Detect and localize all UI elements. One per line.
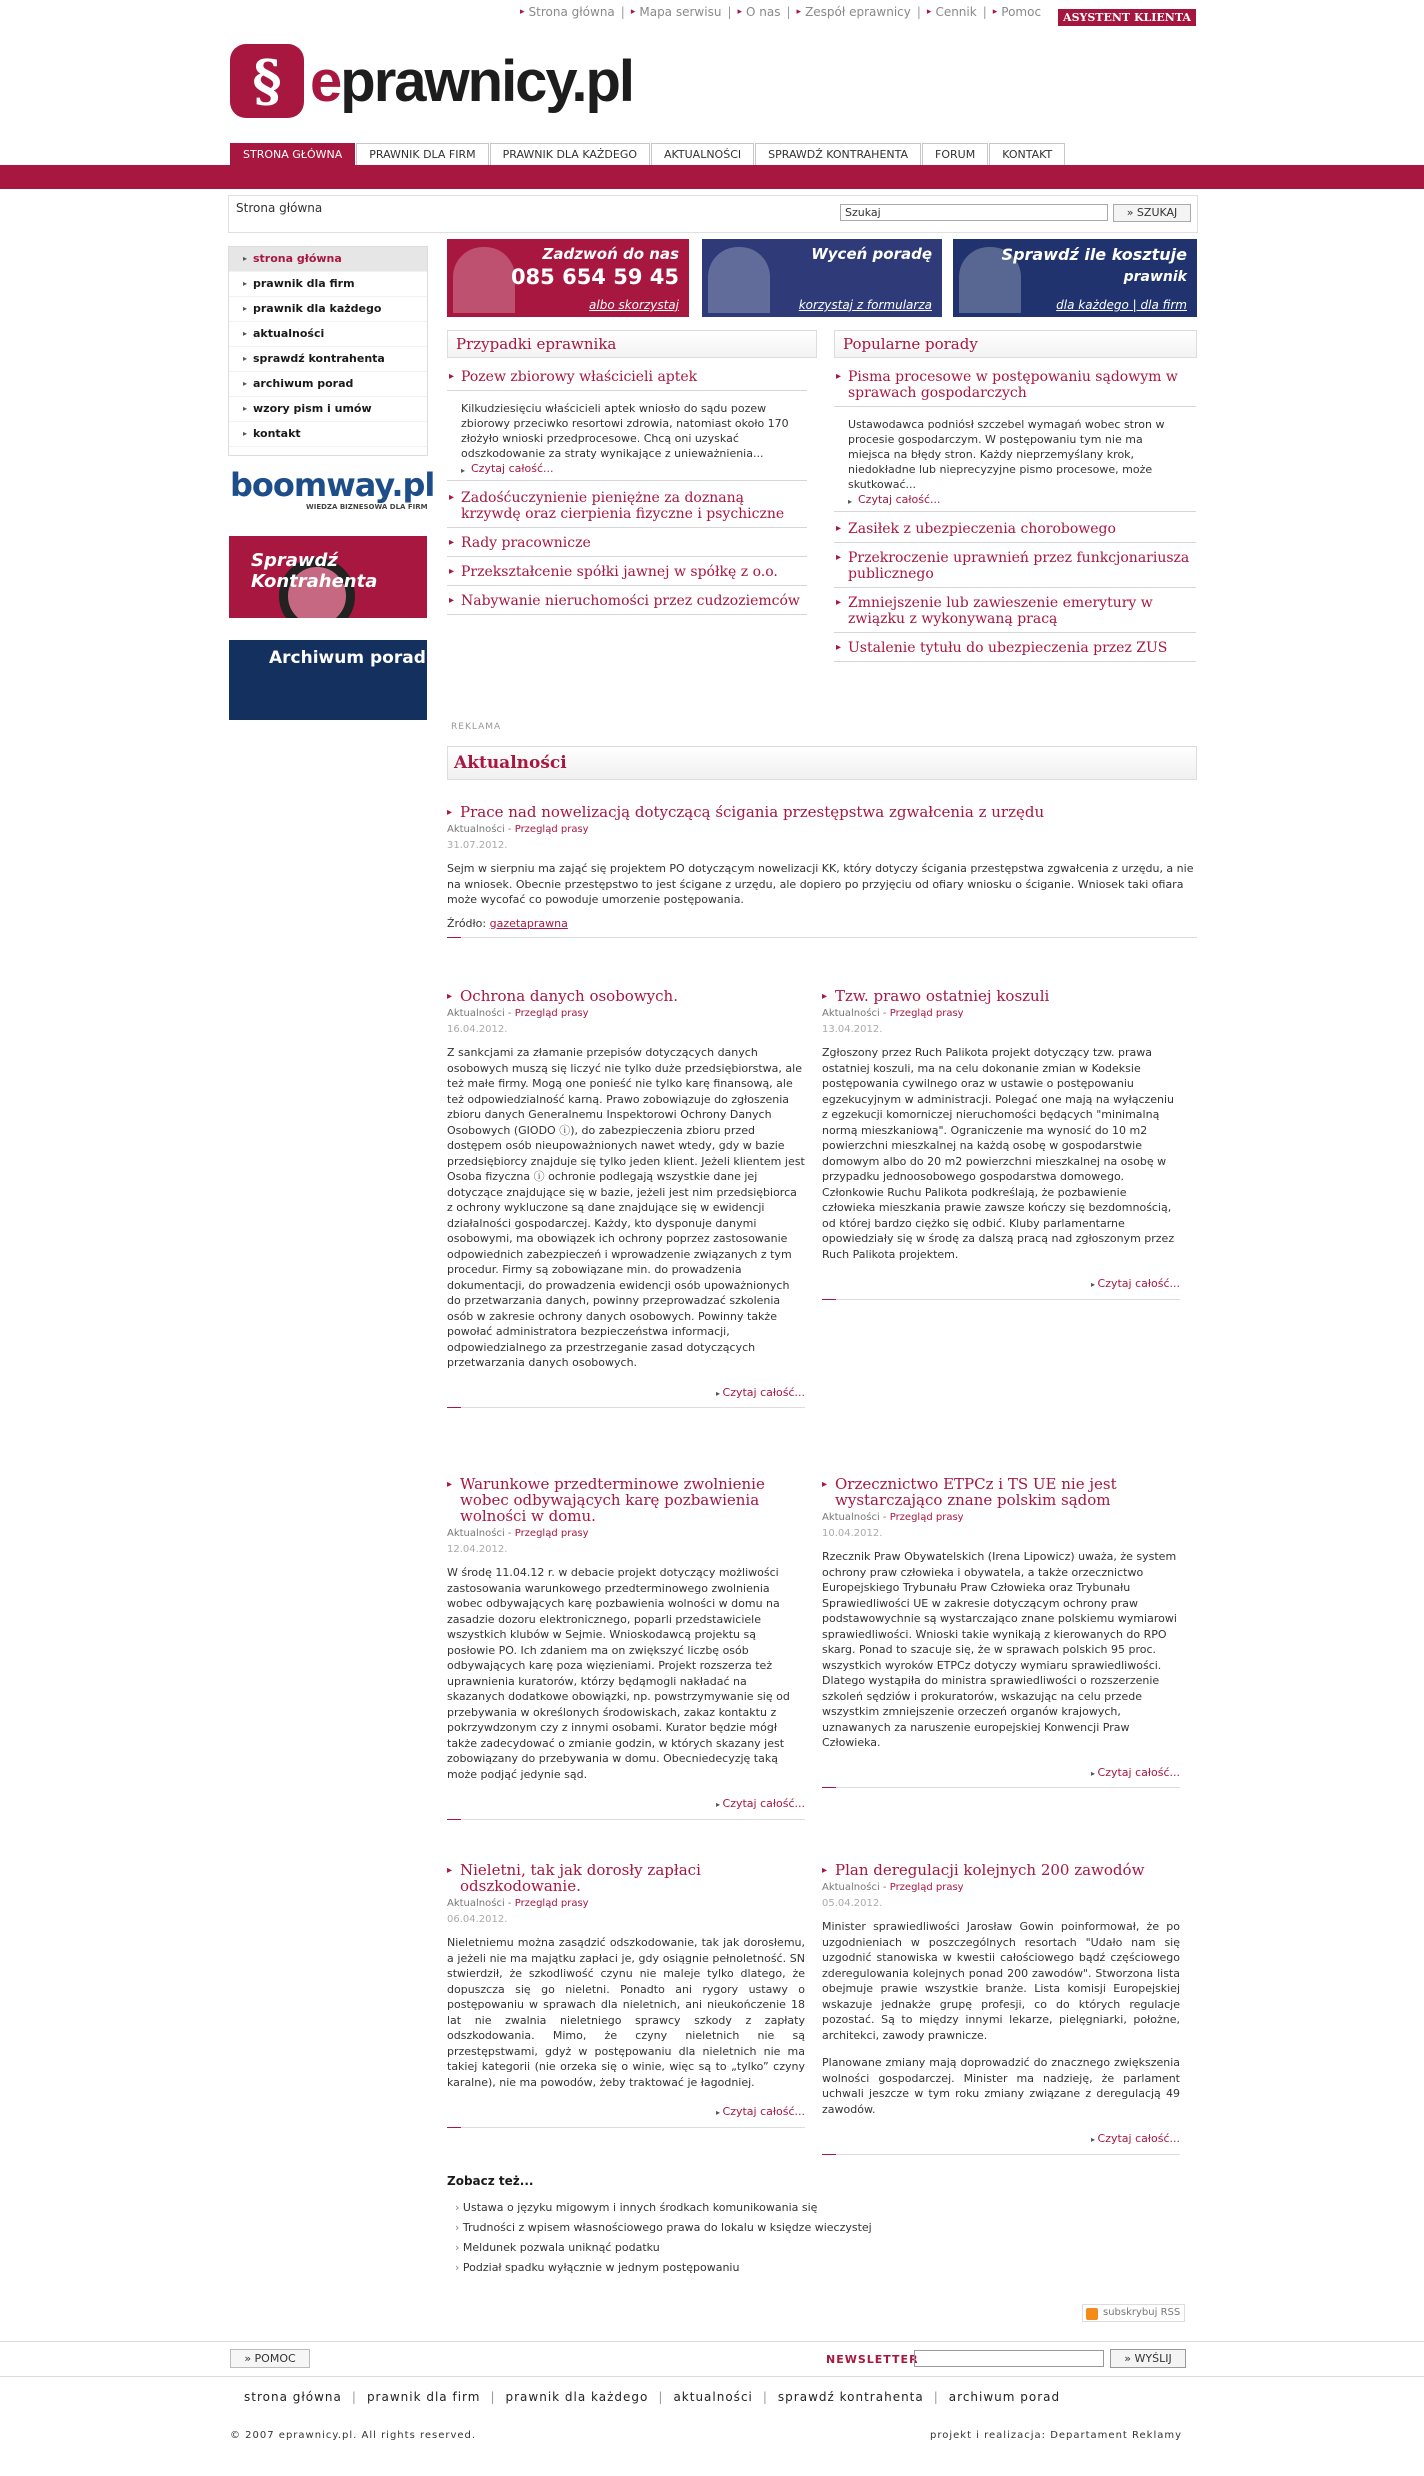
article-card: ▸ Orzecznictwo ETPCz i TS UE nie jest wystarczająco znane polskim sądom Aktualności - Przegląd prasy 10.04.2012. Rzecznik Praw Obywatelskich (Irena Lipowicz) uważa, że system ochrony praw człowieka i obywatela, a także orzecznictwo Europejskiego Trybunału Praw Człowieka oraz Trybunału Sprawiedliwości UE w zakresie dotyczącym ochrony praw podstawowychnie są wystarczająco znane polskiemu wymiarowi sprawiedliwości. Wnioski takie wynikają z kierowanych do RPO skarg. Ponad to szacuje się, że w sprawach polskich 95 proc. wszystkich wyroków ETPCz dotyczy wymiaru sprawiedliwości. Dlatego wystąpiła do ministra sprawiedliwości o rozszerzenie szkoleń sędziów i prokuratorów, wskazując na celu przede wszystkim zmniejszenie orzeczeń organów krajowych, uznawanych za naruszenie europejskiej Konwencji Praw Człowieka. ▸ Czytaj całość... — [822, 1476, 1180, 1788]
zobacz-tez-heading: Zobacz też... — [447, 2174, 534, 2188]
nav-tab-sprawdz-kontrahenta[interactable]: SPRAWDŹ KONTRAHENTA — [755, 143, 921, 166]
sidebar-item-kontakt[interactable]: ▸ kontakt — [229, 422, 427, 447]
article-title[interactable]: ▸ Plan deregulacji kolejnych 200 zawodów — [822, 1862, 1180, 1878]
top-link-pomoc[interactable]: ▸ Pomoc — [992, 5, 1042, 19]
nav-tab-prawnik-dla-firm[interactable]: PRAWNIK DLA FIRM — [356, 143, 488, 166]
list-item[interactable]: ▸ Rady pracownicze — [447, 532, 807, 557]
breadcrumb: Strona główna — [236, 201, 323, 215]
arrow-icon: ▸ — [630, 7, 636, 17]
pomoc-button[interactable]: » POMOC — [230, 2349, 310, 2368]
footer-link[interactable]: aktualności — [673, 2390, 753, 2404]
list-item[interactable]: ▸ Zmniejszenie lub zawieszenie emerytury w związku z wykonywaną pracą — [834, 592, 1196, 633]
footer-navigation: strona główna | prawnik dla firm | prawnik dla każdego | aktualności | sprawdź kontrahenta | archiwum porad — [244, 2390, 1061, 2404]
article-card: ▸ Warunkowe przedterminowe zwolnienie wobec odbywających karę pozbawienia wolności w domu. Aktualności - Przegląd prasy 12.04.2012. W środę 11.04.12 r. w debacie projekt dotyczący możliwości zastosowania warunkowego przedterminowego zwolnienia wobec odbywających karę pozbawienia wolności w domu na zasadzie dozoru elektronicznego, poparli przedstawiciele wszystkich klubów w Sejmie. Wnioskodawcą projektu są posłowie PO. Ich zdaniem ma on zwiększyć liczbę osób odbywających karę poza więzieniami. Projekt rozszerza też uprawnienia kuratorów, którzy będąmogli nakładać na skazanych dodatkowe obowiązki, np. powstrzymywanie się od przebywania w określonych środowiskach, zakaz kontaktu z pokrzywdzonym czy z innymi osobami. Kurator będzie mógł także zadecydować o zmianie godzin, w których skazany jest zobowiązany do przebywania w domu. Obecniedecyzję taką może podjąć jedynie sąd. ▸ Czytaj całość... — [447, 1476, 805, 1820]
sidebar-item-aktualnosci[interactable]: ▸ aktualności — [229, 322, 427, 347]
top-link-strona-glowna[interactable]: ▸ Strona główna — [520, 5, 615, 19]
boomway-tagline: WIEDZA BIZNESOWA DLA FIRM — [306, 503, 428, 511]
article-card: ▸ Nieletni, tak jak dorosły zapłaci odszkodowanie. Aktualności - Przegląd prasy 06.04.2012. Nieletniemu można zasądzić odszkodowanie, tak jak dorosłemu, a jeżeli nie ma majątku zapłaci je, gdy osiągnie pełnoletność. SN stwierdził, że szkodliwość czynu nie maleje tylko dlatego, że dopuszcza się go nieletni. Ponadto ani rygory ustawy o postępowaniu w sprawach dla nieletnich, ani nieukończenie 18 lat nie zwalnia nieletniego sprawcy szkody z zapłaty odszkodowania. Mimo, że czyny nieletnich nie są przestępstwami, gdyż w postępowaniu dla nieletnich nie ma takiej kategorii (nie orzeka się o winie, więc są to „tylko” czyny karalne), nie ma powodów, żeby traktować je łagodniej. ▸ Czytaj całość... — [447, 1862, 805, 2128]
read-more-link[interactable]: ▸ Czytaj całość... — [447, 1385, 805, 1402]
read-more-link[interactable]: ▸ Czytaj całość... — [822, 2131, 1180, 2148]
footer-link[interactable]: archiwum porad — [948, 2390, 1061, 2404]
list-item[interactable]: ▸ Ustalenie tytułu do ubezpieczenia przez ZUS — [834, 637, 1196, 662]
article-card: ▸ Plan deregulacji kolejnych 200 zawodów Aktualności - Przegląd prasy 05.04.2012. Minister sprawiedliwości Jarosław Gowin poinformował, że po uzgodnieniach w poszczególnych resortach "Udało nam się uzgodnić stanowiska w kwestii całościowego bądź częściowego zderegulowania kolejnych ponad 200 zawodów". Stworzona lista obejmuje prawie wszystkie branże. Lista komisji Europejskiej wskazuje jednakże grupę profesji, co do których regulacje pozostać. Są to między innymi lekarze, pielęgniarki, położne, architekci, zawody prawnicze. Planowane zmiany mają doprowadzić do znacznego zwiększenia wolności gospodarczej. Minister ma nadzieję, że parlament uchwali jeszcze w tym roku zmiany związane z deregulacją 49 zawodów. ▸ Czytaj całość... — [822, 1862, 1180, 2155]
sidebar-item-sprawdz-kontrahenta[interactable]: ▸ sprawdź kontrahenta — [229, 347, 427, 372]
footer-bar — [0, 2341, 1424, 2377]
call-us-banner[interactable]: Zadzwoń do nas 085 654 59 45 albo skorzystaj — [447, 239, 689, 317]
read-more-link[interactable]: ▸ Czytaj całość... — [447, 1796, 805, 1813]
writing-hand-icon — [708, 247, 770, 313]
zobacz-tez-list — [455, 2198, 872, 2278]
header-color-bar — [0, 165, 1424, 189]
related-link[interactable]: › Meldunek pozwala uniknąć podatku — [455, 2238, 872, 2258]
list-item[interactable]: ▸ Pozew zbiorowy właścicieli aptek — [447, 366, 807, 391]
read-more-link[interactable]: ▸ Czytaj całość... — [822, 1276, 1180, 1293]
category-link[interactable]: Przegląd prasy — [514, 1528, 589, 1539]
list-item[interactable]: ▸ Przekroczenie uprawnień przez funkcjonariusza publicznego — [834, 547, 1196, 588]
porada-summary: Ustawodawca podniósł szczebel wymagań wobec stron w procesie gospodarczym. W postępowaniu tym nie ma miejsca na błędy stron. Każdy nieprzemyślany krok, niedokładne lub nieprecyzyjne pismo procesowe, może skutkować... ▸ Czytaj całość... — [834, 411, 1196, 512]
category-link[interactable]: Przegląd prasy — [889, 1512, 964, 1523]
paragraph-logo-icon: § — [230, 44, 304, 118]
list-item[interactable]: ▸ Przekształcenie spółki jawnej w spółkę z o.o. — [447, 561, 807, 586]
sidebar-item-wzory-pism[interactable]: ▸ wzory pism i umów — [229, 397, 427, 422]
top-link-zespol[interactable]: ▸ Zespół eprawnicy — [796, 5, 911, 19]
category-link[interactable]: Przegląd prasy — [514, 1898, 589, 1909]
sidebar-item-strona-glowna[interactable]: ▸ strona główna — [229, 247, 427, 272]
article-card: ▸ Ochrona danych osobowych. Aktualności - Przegląd prasy 16.04.2012. Z sankcjami za złamanie przepisów dotyczących danych osobowych muszą się liczyć nie tylko duże przedsiębiorstwa, ale też małe firmy. Mogą one ponieść nie tylko karę finansową, ale też odpowiedzialność karną. Prawo zobowiązuje do zgłoszenia zbioru danych Generalnemu Inspektorowi Ochrony Danych Osobowych (GIODO ⓘ), do zabezpieczenia zbioru przed dostępem osób nieupoważnionych nawet wtedy, gdy w bazie przedsiębiorcy znajduje się tylko jeden klient. Jeżeli klientem jest Osoba fizyczna ⓘ ochronie podlegają wszystkie dane jej dotyczące znajdujące się w bazie, jeżeli jest nim przedsiębiorca z ochrony wykluczone są dane znajdujące się w ewidencji działalności gospodarczej. Każdy, kto dysponuje danymi osobowymi, ma obowiązek ich ochrony poprzez zastosowanie odpowiednich zabezpieczeń i wprowadzenie związanych z tym procedur. Firmy są zobowiązane min. do prowadzenia dokumentacji, do prowadzenia ewidencji osób upoważnionych do przetwarzania danych, powinny przeprowadzać szkolenia osób w zakresie ochrony danych osobowych. Powinny także powołać administratora bezpieczeństwa informacji, odpowiedzialnego za przestrzeganie zasad dotyczących przetwarzania danych osobowych. ▸ Czytaj całość... — [447, 988, 805, 1408]
article-title[interactable]: ▸ Orzecznictwo ETPCz i TS UE nie jest wystarczająco znane polskim sądom — [822, 1476, 1180, 1508]
popularne-header: Popularne porady — [834, 330, 1197, 358]
article-title[interactable]: ▸ Ochrona danych osobowych. — [447, 988, 805, 1004]
boomway-logo[interactable]: boomway.pl — [230, 466, 435, 504]
woman-photo-icon — [453, 247, 515, 313]
source-link[interactable]: gazetaprawna — [489, 916, 568, 930]
article-title[interactable]: ▸ Warunkowe przedterminowe zwolnienie wobec odbywających karę pozbawienia wolności w domu. — [447, 1476, 805, 1524]
read-more-link[interactable]: ▸ Czytaj całość... — [447, 2104, 805, 2121]
ad-label: REKLAMA — [451, 722, 502, 732]
nav-tab-strona-glowna[interactable]: STRONA GŁÓWNA — [230, 143, 355, 166]
arrow-icon: ▸ — [926, 7, 932, 17]
footer-link[interactable]: prawnik dla każdego — [505, 2390, 649, 2404]
rss-subscribe-button[interactable]: subskrybuj RSS — [1082, 2304, 1185, 2322]
top-link-cennik[interactable]: ▸ Cennik — [926, 5, 977, 19]
sprawdz-kontrahenta-banner[interactable]: Sprawdź Kontrahenta — [229, 536, 427, 618]
nav-tab-forum[interactable]: FORUM — [922, 143, 988, 166]
list-item[interactable]: ▸ Pisma procesowe w postępowaniu sądowym w sprawach gospodarczych — [834, 366, 1196, 407]
read-more-link[interactable]: ▸ Czytaj całość... — [461, 462, 553, 475]
footer-link[interactable]: sprawdź kontrahenta — [777, 2390, 924, 2404]
top-link-mapa-serwisu[interactable]: ▸ Mapa serwisu — [630, 5, 722, 19]
article-card: ▸ Tzw. prawo ostatniej koszuli Aktualności - Przegląd prasy 13.04.2012. Zgłoszony przez Ruch Palikota projekt dotyczący tzw. prawa ostatniej koszuli, ma na celu dokonanie zmian w Kodeksie postępowania cywilnego oraz w ustawie o postępowaniu egzekucyjnym w administracji. Polegać one mają na wyłączeniu z egzekucji komorniczej nieruchomości będących "minimalną normą mieszkaniową". Ograniczenie ma wynosić do 10 m2 powierzchni mieszkalnej na każdą osobę w gospodarstwie domowym albo do 20 m2 powierzchni mieszkalnej na osobę w przypadku jednoosobowego gospodarstwa domowego. Członkowie Ruchu Palikota podkreślają, że pozbawienie człowieka mieszkania prawie zawsze kończy się bezdomnością, od której bardzo ciężko się odbić. Kluby parlamentarne opowiedziały się w środę za dalszą pracą nad zgłoszonym przez Ruch Palikota projektem. ▸ Czytaj całość... — [822, 988, 1180, 1300]
sidebar-item-prawnik-dla-firm[interactable]: ▸ prawnik dla firm — [229, 272, 427, 297]
search-button[interactable]: » SZUKAJ — [1113, 204, 1191, 222]
archiwum-porad-banner[interactable]: Archiwum porad — [229, 640, 427, 720]
related-link[interactable]: › Trudności z wpisem własnościowego prawa do lokalu w księdze wieczystej — [455, 2218, 872, 2238]
category-link[interactable]: Przegląd prasy — [514, 1008, 589, 1019]
sidebar-menu — [228, 246, 428, 456]
nav-tab-prawnik-dla-kazdego[interactable]: PRAWNIK DLA KAŻDEGO — [490, 143, 650, 166]
article-title[interactable]: ▸ Nieletni, tak jak dorosły zapłaci odszkodowanie. — [447, 1862, 805, 1894]
przypadek-summary: Kilkudziesięciu właścicieli aptek wniosło do sądu pozew zbiorowy przeciwko resortowi zdrowia, natomiast około 170 złożyło wnioski przedprocesowe. Chcą oni uzyskać odszkodowanie za straty wynikające z unieważnienia... ▸ Czytaj całość... — [447, 395, 807, 481]
copyright: © 2007 eprawnicy.pl. All rights reserved. — [230, 2430, 477, 2441]
main-article: ▸ Prace nad nowelizacją dotyczącą ścigania przestępstwa zgwałcenia z urzędu Aktualności - Przegląd prasy 31.07.2012. Sejm w sierpniu ma zająć się projektem PO dotyczącym nowelizacji KK, który dotyczy ścigania przestępstwa zgwałcenia z urzędu, a nie na wniosek. Obecnie przestępstwo to jest ścigane z urzędu, ale dopiero po przyjęciu od ofiary wniosku o ściganie. Wniosek taki ofiara może wycofać co powoduje umorzenie postępowania. Źródło: gazetaprawna — [447, 804, 1197, 938]
przypadki-header: Przypadki eprawnika — [447, 330, 817, 358]
category-link[interactable]: Przegląd prasy — [514, 824, 589, 835]
nav-tab-aktualnosci[interactable]: AKTUALNOŚCI — [651, 143, 754, 166]
related-link[interactable]: › Podział spadku wyłącznie w jednym postępowaniu — [455, 2258, 872, 2278]
article-title[interactable]: ▸ Prace nad nowelizacją dotyczącą ścigania przestępstwa zgwałcenia z urzędu — [447, 804, 1197, 820]
arrow-icon: ▸ — [520, 7, 525, 17]
newsletter-label: NEWSLETTER — [826, 2353, 919, 2366]
cennik-banner[interactable]: Sprawdź ile kosztuje prawnik dla każdego | dla firm — [953, 239, 1197, 317]
przypadki-list — [447, 366, 807, 619]
list-item[interactable]: ▸ Zadośćuczynienie pieniężne za doznaną krzywdę oraz cierpienia fizyczne i psychiczne — [447, 487, 807, 528]
arrow-icon: ▸ — [737, 7, 743, 17]
search-input[interactable]: Szukaj — [840, 204, 1108, 221]
top-link-o-nas[interactable]: ▸ O nas — [737, 5, 781, 19]
asystent-klienta-button[interactable]: ASYSTENT KLIENTA — [1058, 9, 1196, 26]
arrow-icon: ▸ — [796, 7, 802, 17]
footer-link[interactable]: strona główna — [244, 2390, 342, 2404]
sidebar-item-prawnik-dla-kazdego[interactable]: ▸ prawnik dla każdego — [229, 297, 427, 322]
arrow-icon: ▸ — [992, 7, 998, 17]
nav-tab-kontakt[interactable]: KONTAKT — [989, 143, 1065, 166]
category-link[interactable]: Przegląd prasy — [889, 1882, 964, 1893]
top-navigation: ▸ Strona główna | ▸ Mapa serwisu | ▸ O nas | ▸ Zespół eprawnicy | ▸ Cennik | ▸ Pomoc — [520, 5, 1042, 19]
read-more-link[interactable]: ▸ Czytaj całość... — [848, 493, 940, 506]
list-item[interactable]: ▸ Zasiłek z ubezpieczenia chorobowego — [834, 518, 1196, 543]
category-link[interactable]: Przegląd prasy — [889, 1008, 964, 1019]
list-item[interactable]: ▸ Nabywanie nieruchomości przez cudzoziemców — [447, 590, 807, 615]
newsletter-send-button[interactable]: » WYŚLIJ — [1110, 2349, 1186, 2368]
footer-link[interactable]: prawnik dla firm — [366, 2390, 481, 2404]
aktualnosci-header: Aktualności — [447, 746, 1197, 780]
read-more-link[interactable]: ▸ Czytaj całość... — [822, 1765, 1180, 1782]
sidebar-item-archiwum-porad[interactable]: ▸ archiwum porad — [229, 372, 427, 397]
wycen-porade-banner[interactable]: Wyceń poradę korzystaj z formularza — [702, 239, 942, 317]
newsletter-email-input[interactable] — [914, 2350, 1104, 2367]
main-navigation — [230, 143, 1066, 166]
credits: projekt i realizacja: Departament Reklamy — [930, 2430, 1183, 2441]
popularne-list — [834, 366, 1196, 666]
site-logo[interactable]: § eprawnicy.pl — [230, 44, 633, 118]
article-title[interactable]: ▸ Tzw. prawo ostatniej koszuli — [822, 988, 1180, 1004]
related-link[interactable]: › Ustawa o języku migowym i innych środkach komunikowania się — [455, 2198, 872, 2218]
